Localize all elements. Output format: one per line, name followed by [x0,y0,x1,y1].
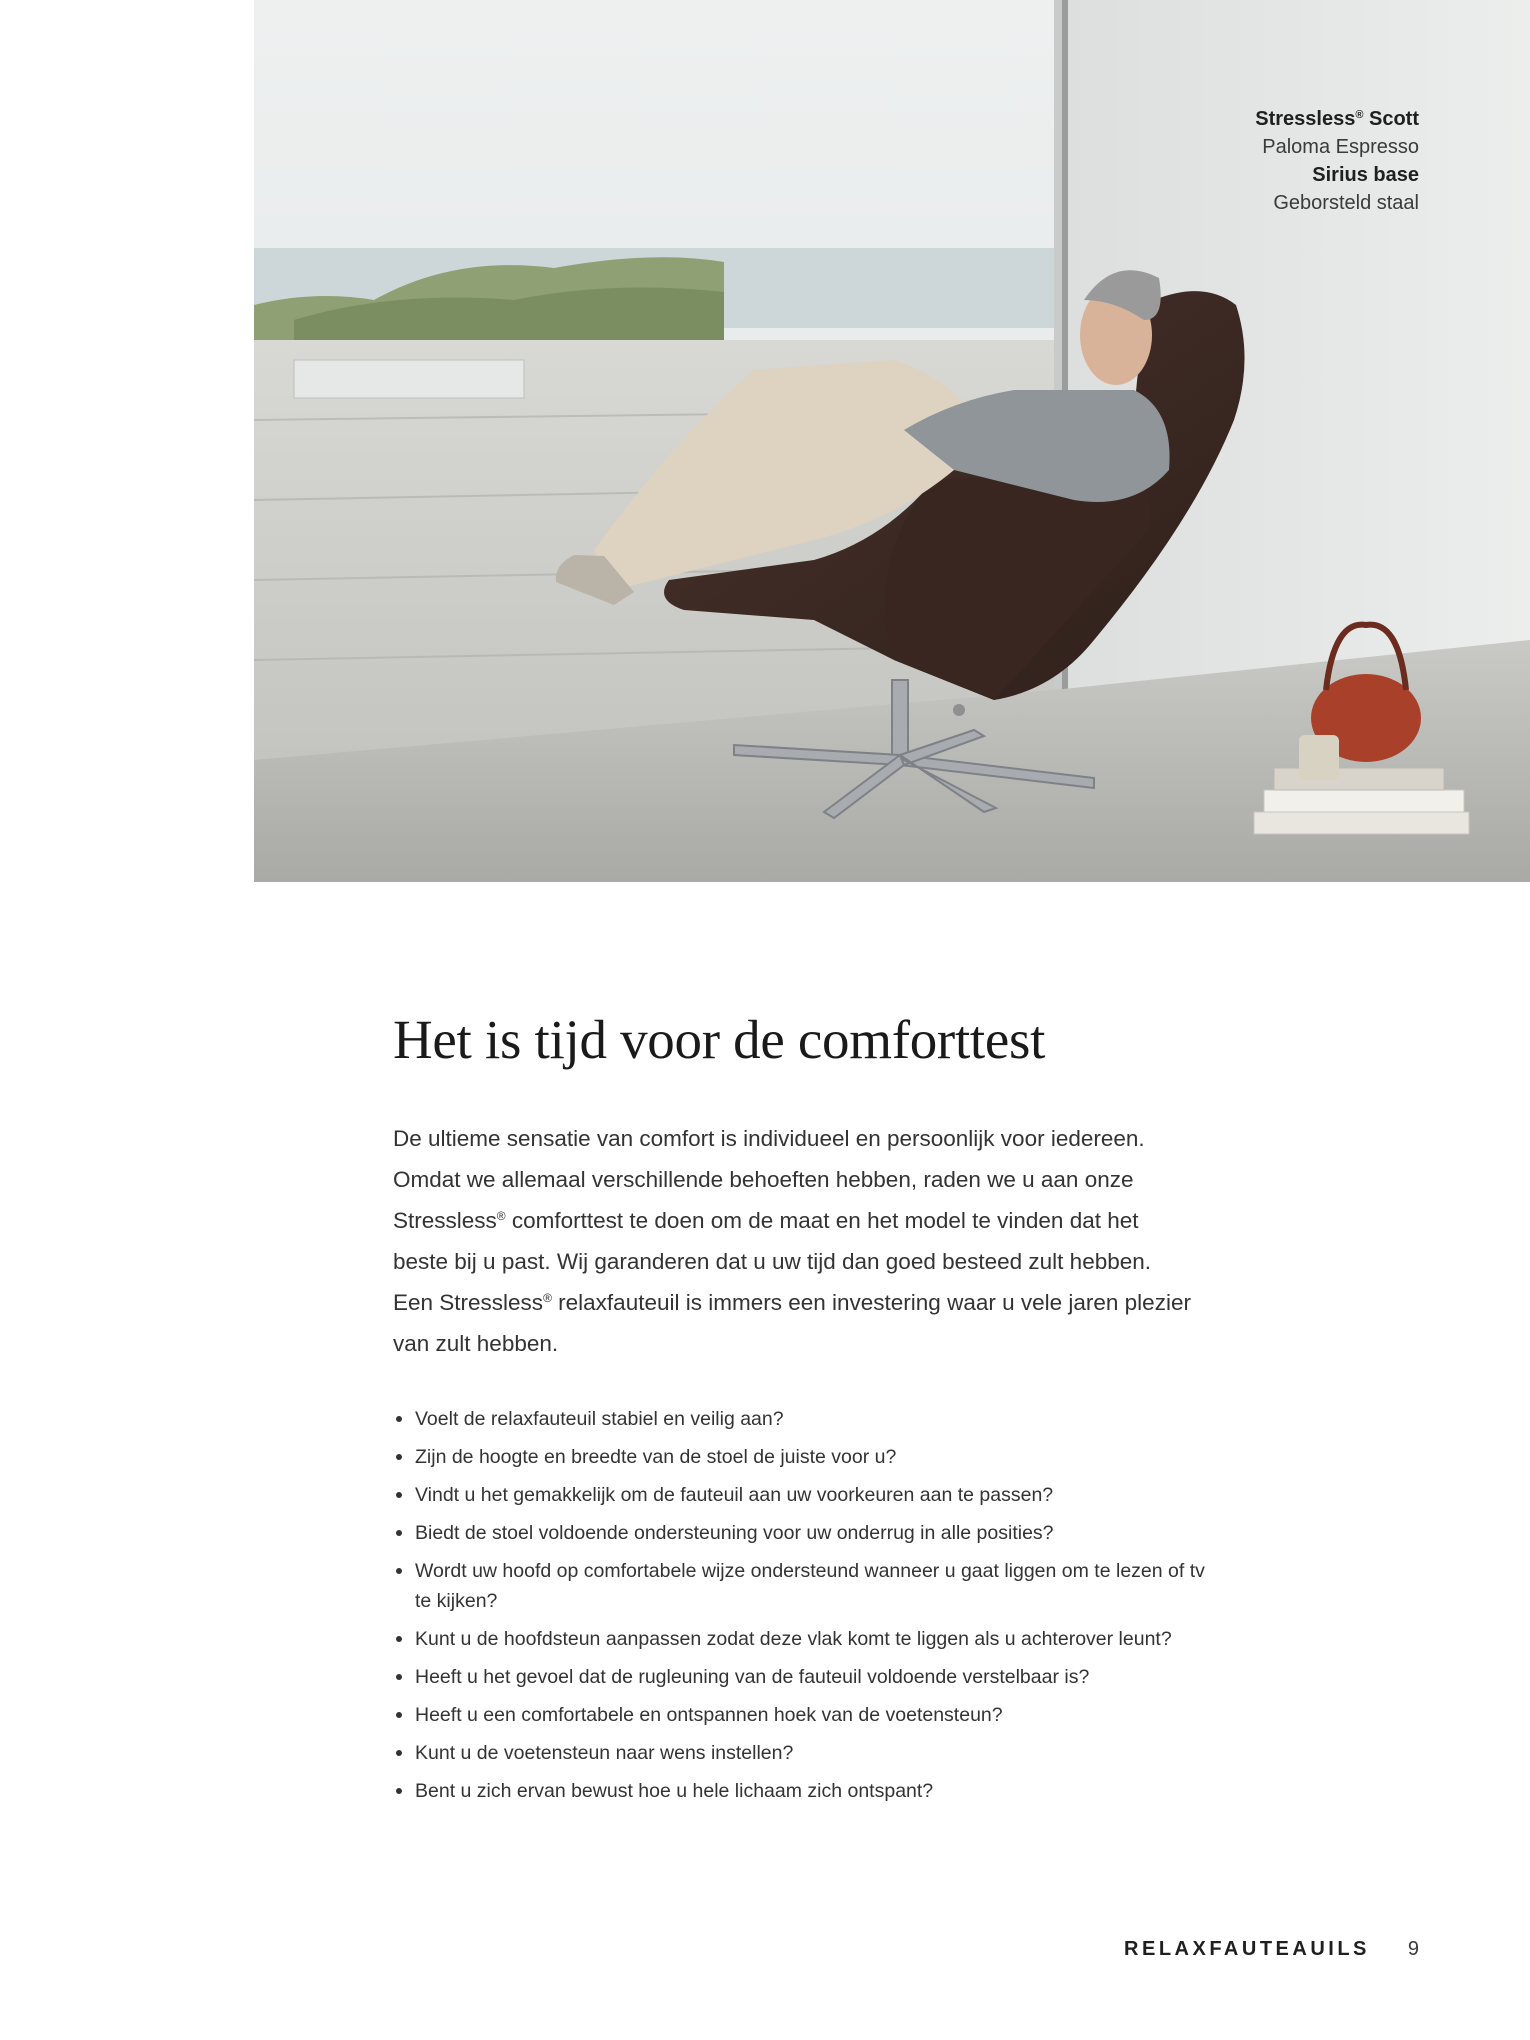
list-item: Biedt de stoel voldoende ondersteuning voor uw onderrug in alle posities? [393,1518,1213,1548]
list-item: Kunt u de hoofdsteun aanpassen zodat deze vlak komt te liggen als u achterover leunt? [393,1624,1213,1654]
bullet-icon [396,1416,402,1422]
section-label: RELAXFAUTEAUILS [1124,1938,1370,1960]
bullet-icon [396,1636,402,1642]
article-body [393,1005,1213,1814]
list-item: Voelt de relaxfauteuil stabiel en veilig aan? [393,1404,1213,1434]
bullet-icon [396,1568,402,1574]
bullet-icon [396,1712,402,1718]
comfort-test-checklist [393,1404,1213,1806]
caption-base-finish: Geborsteld staal [1273,192,1419,214]
list-item: Zijn de hoogte en breedte van de stoel de juiste voor u? [393,1442,1213,1472]
list-item: Vindt u het gemakkelijk om de fauteuil aan uw voorkeuren aan te passen? [393,1480,1213,1510]
bullet-icon [396,1750,402,1756]
page-title: Het is tijd voor de comforttest [393,1009,1046,1070]
list-item: Kunt u de voetensteun naar wens instellen? [393,1738,1213,1768]
bullet-icon [396,1674,402,1680]
bullet-icon [396,1788,402,1794]
bullet-icon [396,1454,402,1460]
intro-paragraph: De ultieme sensatie van comfort is individueel en persoonlijk voor iedereen. Omdat we allemaal verschillende behoeften hebben, raden we u aan onze Stressless® comforttest te doen om de maat en het model te vinden dat het beste bij u past. Wij garanderen dat u uw tijd dan goed besteed zult hebben. Een Stressless® relaxfauteuil is immers een investering waar u vele jaren plezier van zult hebben. [393,1126,1191,1356]
caption-base: Sirius base [1312,164,1419,186]
caption-upholstery: Paloma Espresso [1262,136,1419,158]
page-number: 9 [1407,1938,1419,1960]
page-footer [1124,1938,1419,1961]
list-item: Bent u zich ervan bewust hoe u hele lichaam zich ontspant? [393,1776,1213,1806]
list-item: Heeft u het gevoel dat de rugleuning van de fauteuil voldoende verstelbaar is? [393,1662,1213,1692]
bullet-icon [396,1530,402,1536]
bullet-icon [396,1492,402,1498]
list-item: Wordt uw hoofd op comfortabele wijze ondersteund wanneer u gaat liggen om te lezen of tv te kijken? [393,1556,1213,1616]
product-caption [1255,105,1419,217]
caption-product: Stressless® Scott [1255,108,1419,130]
list-item: Heeft u een comfortabele en ontspannen hoek van de voetensteun? [393,1700,1213,1730]
